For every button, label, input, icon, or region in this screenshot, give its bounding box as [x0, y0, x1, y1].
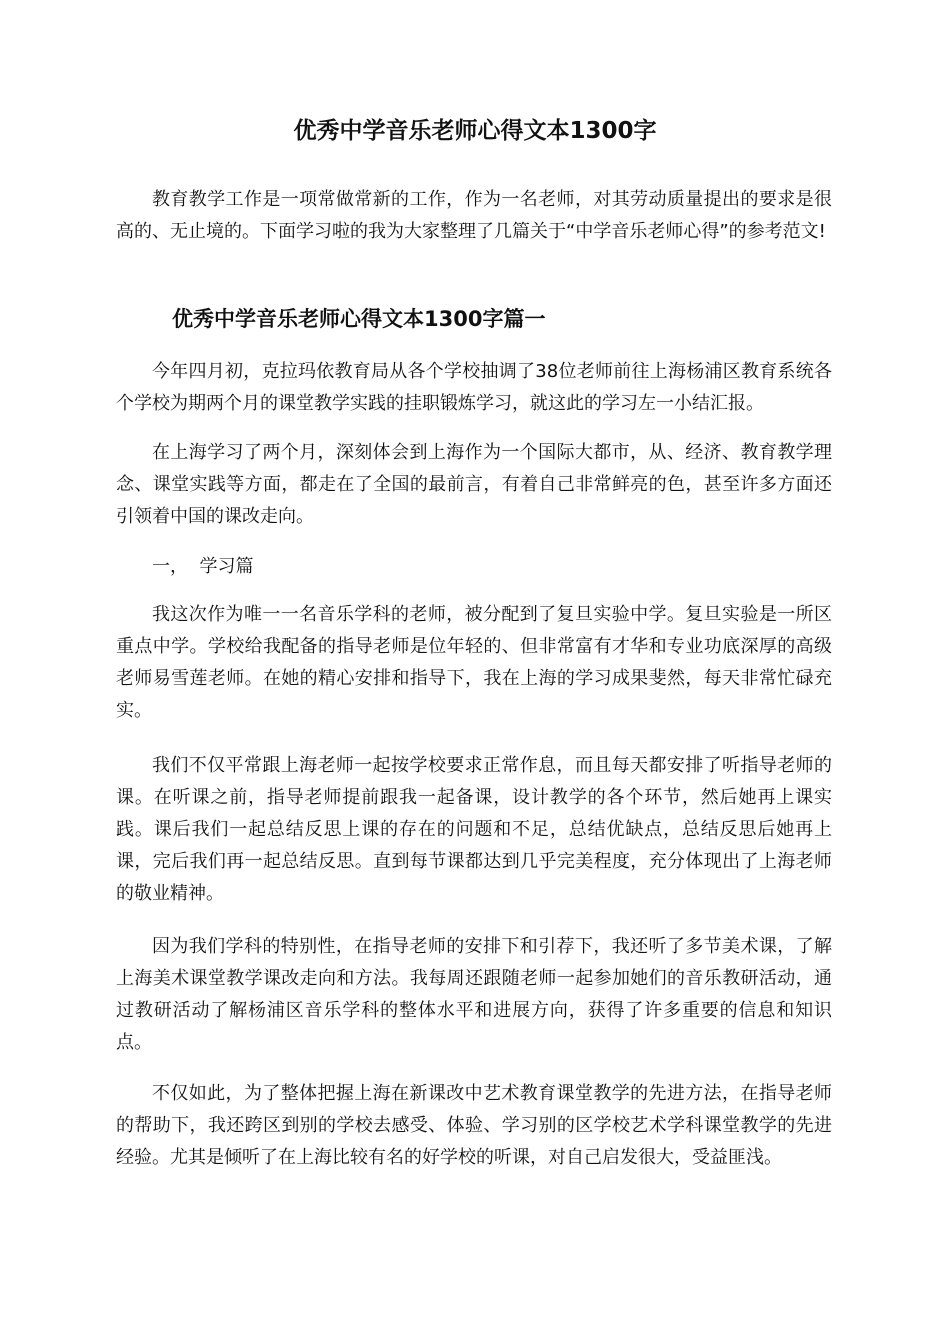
body-paragraph: 我们不仅平常跟上海老师一起按学校要求正常作息，而且每天都安排了听指导老师的课。在听课之前，指导老师提前跟我一起备课，设计教学的各个环节，然后她再上课实践。课后我们一起总结反思上课的存在的问题和不足，总结优缺点，总结反思后她再上课，完后我们再一起总结反思。直到每节课都达到几乎完美程度，充分体现出了上海老师的敬业精神。 [116, 755, 832, 904]
subheading-study: 一， 学习篇 [152, 556, 254, 577]
body-paragraph: 因为我们学科的特别性，在指导老师的安排下和引荐下，我还听了多节美术课，了解上海美术课堂教学课改走向和方法。我每周还跟随老师一起参加她们的音乐教研活动，通过教研活动了解杨浦区音乐学科的整体水平和进展方向，获得了许多重要的信息和知识点。 [116, 936, 832, 1053]
body-paragraph: 在上海学习了两个月，深刻体会到上海作为一个国际大都市，从、经济、教育教学理念、课堂实践等方面，都走在了全国的最前言，有着自己非常鲜亮的色，甚至许多方面还引领着中国的课改走向。 [116, 442, 832, 527]
body-paragraph: 不仅如此，为了整体把握上海在新课改中艺术教育课堂教学的先进方法，在指导老师的帮助下，我还跨区到别的学校去感受、体验、学习别的区学校艺术学科课堂教学的先进经验。尤其是倾听了在上海比较有名的好学校的听课，对自己启发很大，受益匪浅。 [116, 1083, 832, 1168]
document-title: 优秀中学音乐老师心得文本1300字 [293, 118, 657, 144]
body-paragraph: 我这次作为唯一一名音乐学科的老师，被分配到了复旦实验中学。复旦实验是一所区重点中学。学校给我配备的指导老师是位年轻的、但非常富有才华和专业功底深厚的高级老师易雪莲老师。在她的精心安排和指导下，我在上海的学习成果斐然，每天非常忙碌充实。 [116, 604, 832, 721]
intro-paragraph: 教育教学工作是一项常做常新的工作，作为一名老师，对其劳动质量提出的要求是很高的、无止境的。下面学习啦的我为大家整理了几篇关于“中学音乐老师心得”的参考范文! [116, 189, 832, 242]
section-heading: 优秀中学音乐老师心得文本1300字篇一 [172, 307, 546, 331]
body-paragraph: 今年四月初，克拉玛依教育局从各个学校抽调了38位老师前往上海杨浦区教育系统各个学校为期两个月的课堂教学实践的挂职锻炼学习，就这此的学习左一小结汇报。 [116, 361, 832, 414]
